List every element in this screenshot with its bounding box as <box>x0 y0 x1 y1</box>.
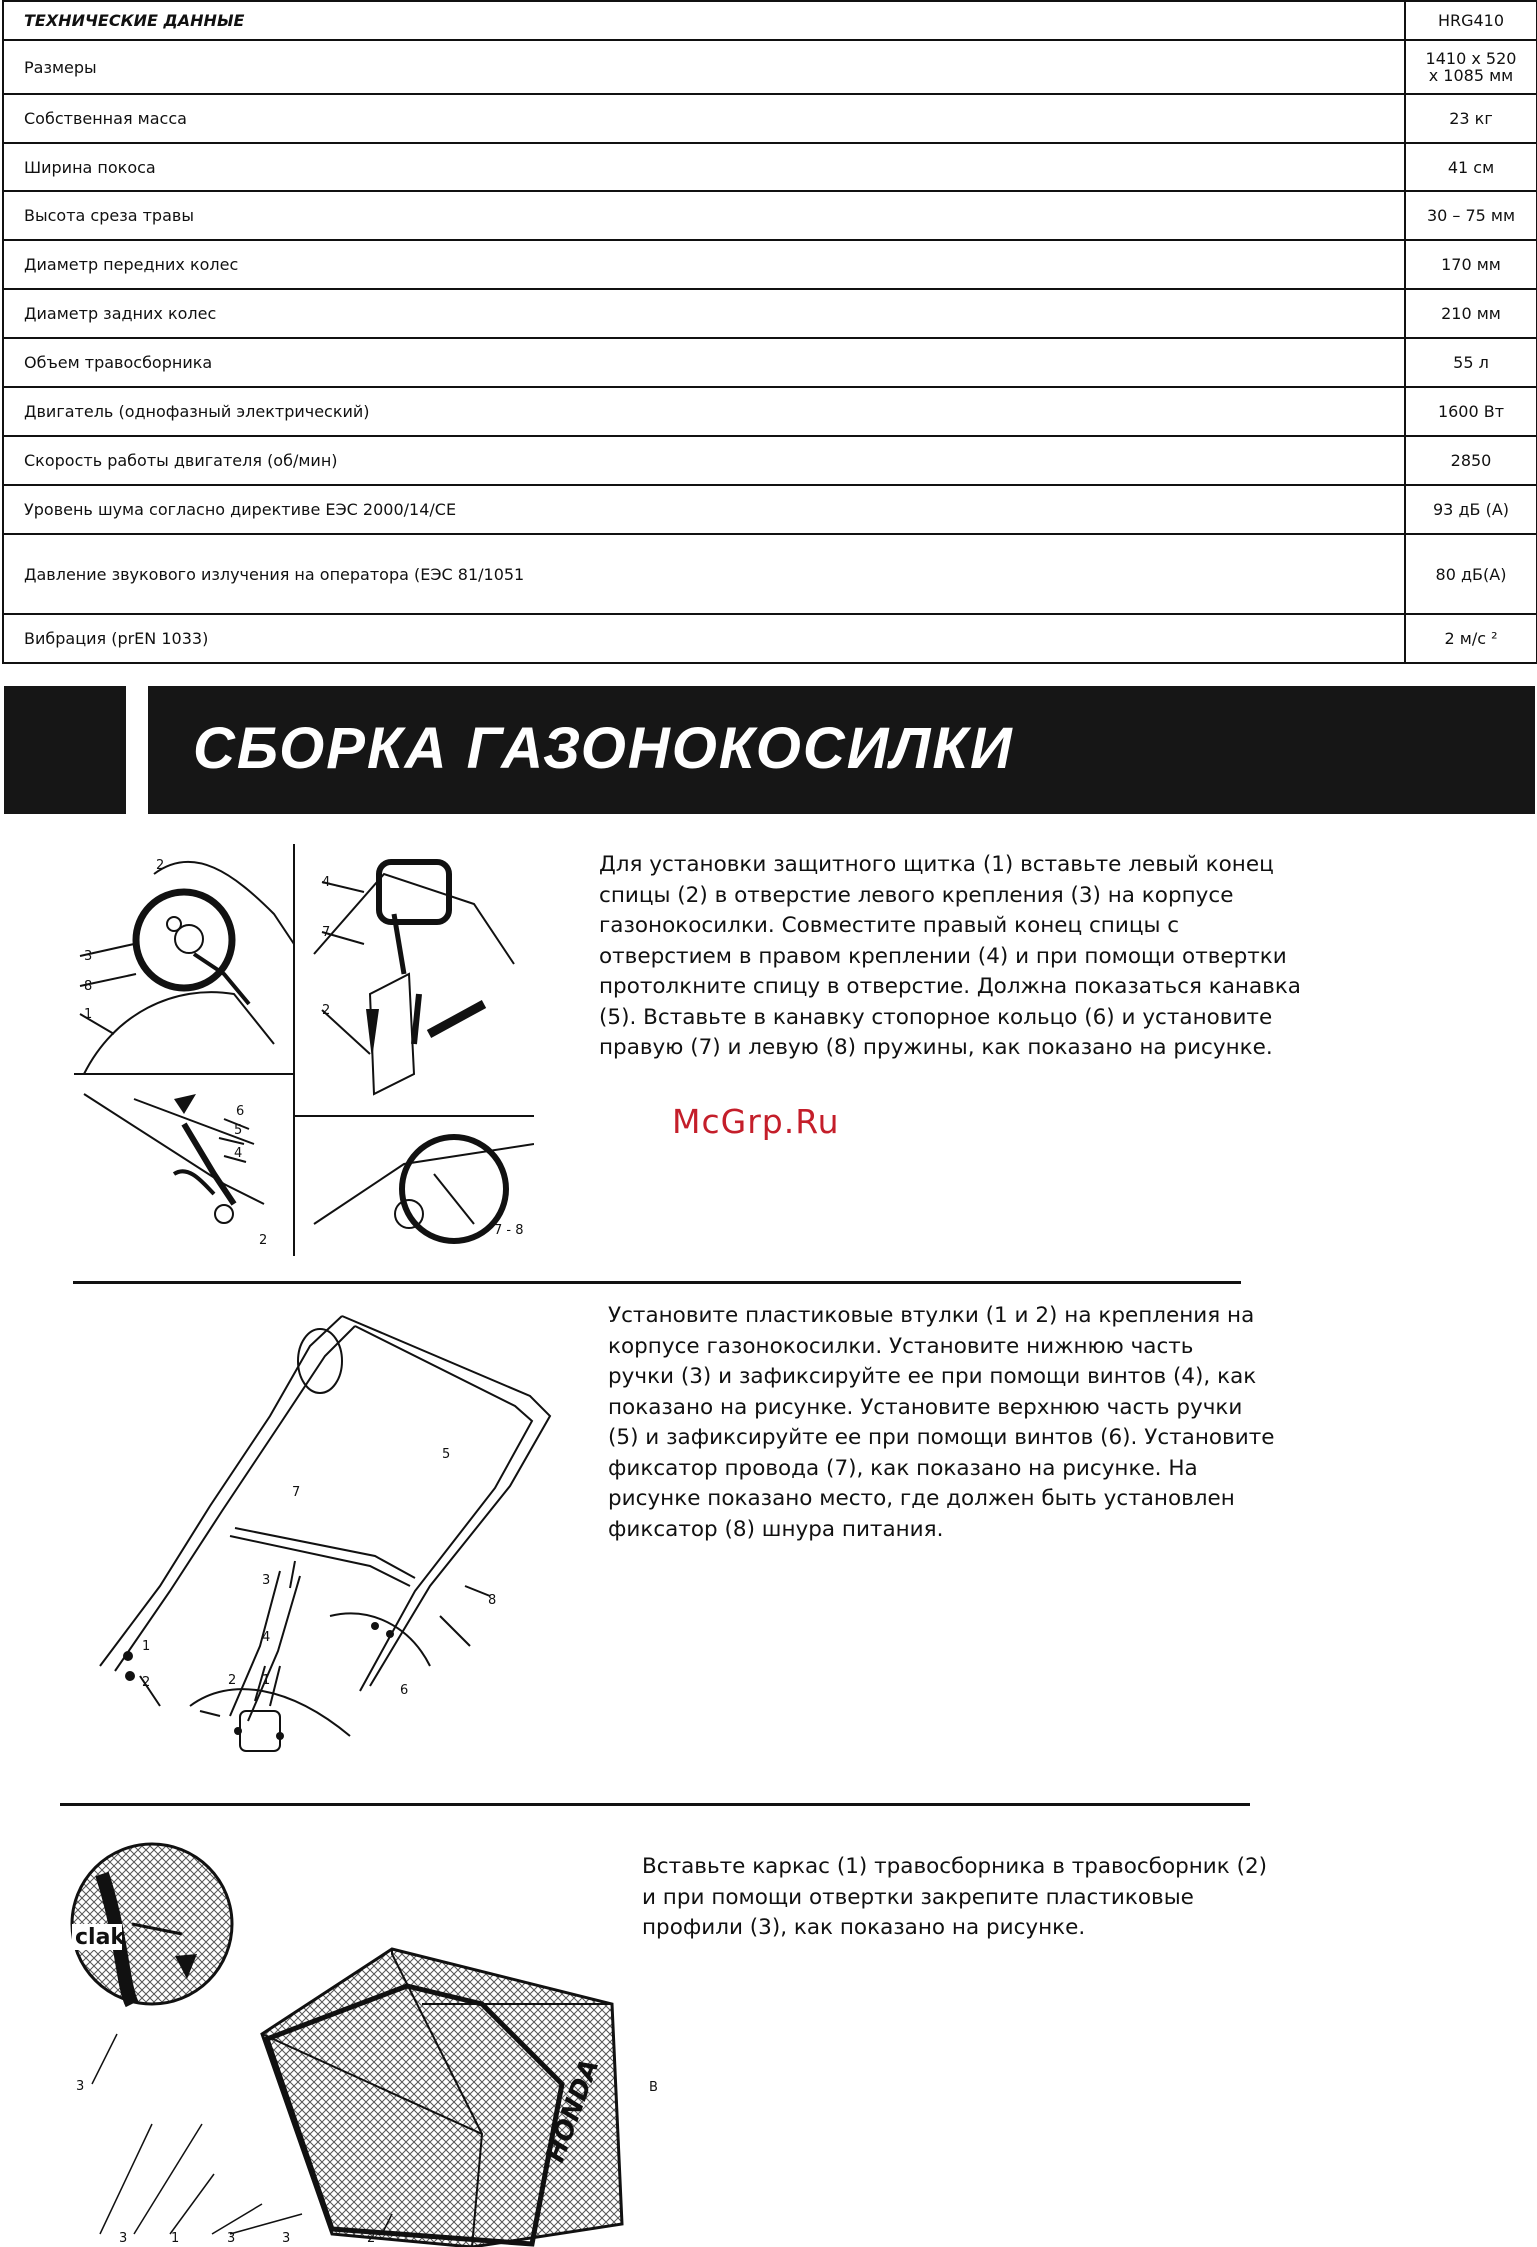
spec-value: 93 дБ (A) <box>1405 485 1537 534</box>
figure-callout: 6 <box>400 1683 409 1698</box>
spec-value: 55 л <box>1405 338 1537 387</box>
figure-callout: 2 <box>367 2231 376 2246</box>
spec-row <box>3 338 1537 387</box>
text-line: рисунке показано место, где должен быть установлен <box>608 1486 1235 1511</box>
text-line: газонокосилки. Совместите правый конец спицы с <box>599 913 1180 938</box>
spec-value: 1600 Вт <box>1405 387 1537 436</box>
spec-row <box>3 94 1537 143</box>
figure-callout: 1 <box>171 2231 180 2246</box>
grass-bag-figure <box>62 1834 682 2247</box>
figure-callout: 2 <box>142 1675 151 1690</box>
spec-label: Вибрация (prEN 1033) <box>3 614 1405 663</box>
spec-value: 30 – 75 мм <box>1405 191 1537 240</box>
brand-logo: HONDA <box>540 2055 606 2167</box>
figure-callout: clak <box>75 1925 126 1950</box>
text-line: Установите пластиковые втулки (1 и 2) на крепления на <box>608 1303 1255 1328</box>
figure-callout: 6 <box>236 1104 245 1119</box>
figure-callout: 3 <box>282 2231 291 2246</box>
text-line: (5). Вставьте в канавку стопорное кольцо (6) и установите <box>599 1004 1273 1030</box>
spec-label: Давление звукового излучения на оператора (ЕЭС 81/1051 <box>3 534 1405 614</box>
spec-row <box>3 143 1537 191</box>
spec-label: Двигатель (однофазный электрический) <box>3 387 1405 436</box>
figure-callout: 3 <box>227 2231 236 2246</box>
handle-install-figure <box>70 1306 570 1786</box>
figure-callout: 3 <box>119 2231 128 2246</box>
figure-callout: 7 <box>292 1485 301 1500</box>
text-line: ручки (3) и зафиксируйте ее при помощи винтов (4), как <box>608 1364 1257 1389</box>
spec-value: 80 дБ(A) <box>1405 534 1537 614</box>
figure-callout: 1 <box>84 1007 93 1022</box>
spec-row <box>3 614 1537 663</box>
text-line: спицы (2) в отверстие левого крепления (3) на корпусе <box>599 882 1234 908</box>
text-line: (5) и зафиксируйте ее при помощи винтов (6). Установите <box>608 1425 1275 1450</box>
spec-value: 23 кг <box>1405 94 1537 143</box>
spec-value-line: x 1085 мм <box>1428 66 1514 85</box>
spec-header-model: HRG410 <box>1405 1 1537 40</box>
step-1-text <box>599 850 1301 1064</box>
text-line: фиксатор (8) шнура питания. <box>608 1516 944 1542</box>
spec-label: Собственная масса <box>3 94 1405 143</box>
text-line: правую (7) и левую (8) пружины, как показано на рисунке. <box>599 1035 1273 1060</box>
spec-value: 41 см <box>1405 143 1537 191</box>
section-tab-block <box>4 686 126 814</box>
spec-header-row <box>3 1 1537 40</box>
divider <box>60 1803 1250 1806</box>
figure-callout: 5 <box>442 1447 451 1462</box>
spec-label: Диаметр передних колес <box>3 240 1405 289</box>
section-banner <box>148 686 1535 814</box>
figure-callout: 7 <box>322 925 331 940</box>
figure-callout: 4 <box>234 1146 243 1161</box>
text-line: профили (3), как показано на рисунке. <box>642 1915 1086 1940</box>
spec-label: Ширина покоса <box>3 143 1405 191</box>
spec-row <box>3 240 1537 289</box>
figure-callout: 4 <box>322 875 331 890</box>
spec-label: Уровень шума согласно директиве ЕЭС 2000/14/CE <box>3 485 1405 534</box>
figure-callout: 8 <box>488 1593 497 1608</box>
spec-row <box>3 534 1537 614</box>
figure-callout: 1 <box>142 1639 151 1654</box>
text-line: Для установки защитного щитка (1) вставьте левый конец <box>599 852 1274 877</box>
spec-label: Объем травосборника <box>3 338 1405 387</box>
spec-value: 170 мм <box>1405 240 1537 289</box>
spec-row <box>3 40 1537 94</box>
text-line: показано на рисунке. Установите верхнюю часть ручки <box>608 1394 1243 1420</box>
figure-callout: B <box>649 2080 658 2095</box>
spec-row <box>3 289 1537 338</box>
spec-value: 210 мм <box>1405 289 1537 338</box>
spec-value: 2 м/с ² <box>1405 614 1537 663</box>
spec-row <box>3 191 1537 240</box>
text-line: фиксатор провода (7), как показано на рисунке. На <box>608 1455 1198 1481</box>
figure-callout: 2 <box>156 858 165 873</box>
spec-value: 2850 <box>1405 436 1537 485</box>
spec-value <box>1405 40 1537 94</box>
text-line: корпусе газонокосилки. Установите нижнюю часть <box>608 1333 1194 1359</box>
text-line: и при помощи отвертки закрепите пластиковые <box>642 1884 1194 1910</box>
figure-callout: 2 <box>228 1673 237 1688</box>
figure-callout: 2 <box>322 1003 331 1018</box>
spec-label: Размеры <box>3 40 1405 94</box>
spec-table <box>2 0 1537 664</box>
text-line: протолкните спицу в отверстие. Должна показаться канавка <box>599 974 1301 999</box>
spec-label: Диаметр задних колес <box>3 289 1405 338</box>
watermark: McGrp.Ru <box>672 1102 840 1141</box>
spec-label: Скорость работы двигателя (об/мин) <box>3 436 1405 485</box>
figure-callout: 1 <box>262 1673 271 1688</box>
figure-callout: 3 <box>84 949 93 964</box>
spec-row <box>3 485 1537 534</box>
step-3-text <box>642 1852 1267 1944</box>
spec-row <box>3 387 1537 436</box>
spec-header-label: ТЕХНИЧЕСКИЕ ДАННЫЕ <box>3 1 1405 40</box>
text-line: Вставьте каркас (1) травосборника в травосборник (2) <box>642 1854 1268 1879</box>
figure-callout: 8 <box>84 979 93 994</box>
text-line: отверстием в правом креплении (4) и при помощи отвертки <box>599 943 1287 969</box>
divider <box>73 1281 1241 1284</box>
step-2-text <box>608 1301 1274 1545</box>
section-title: СБОРКА ГАЗОНОКОСИЛКИ <box>193 716 1014 781</box>
figure-callout: 4 <box>262 1630 271 1645</box>
figure-callout: 2 <box>259 1233 268 1248</box>
figure-callout: 5 <box>234 1123 243 1138</box>
figure-callout: 3 <box>262 1573 271 1588</box>
spec-value-line: 1410 x 520 <box>1425 49 1517 68</box>
figure-callout: 7 - 8 <box>494 1223 524 1238</box>
spec-label: Высота среза травы <box>3 191 1405 240</box>
figure-callout: 3 <box>76 2079 85 2094</box>
spec-row <box>3 436 1537 485</box>
guard-install-figure <box>74 844 534 1256</box>
